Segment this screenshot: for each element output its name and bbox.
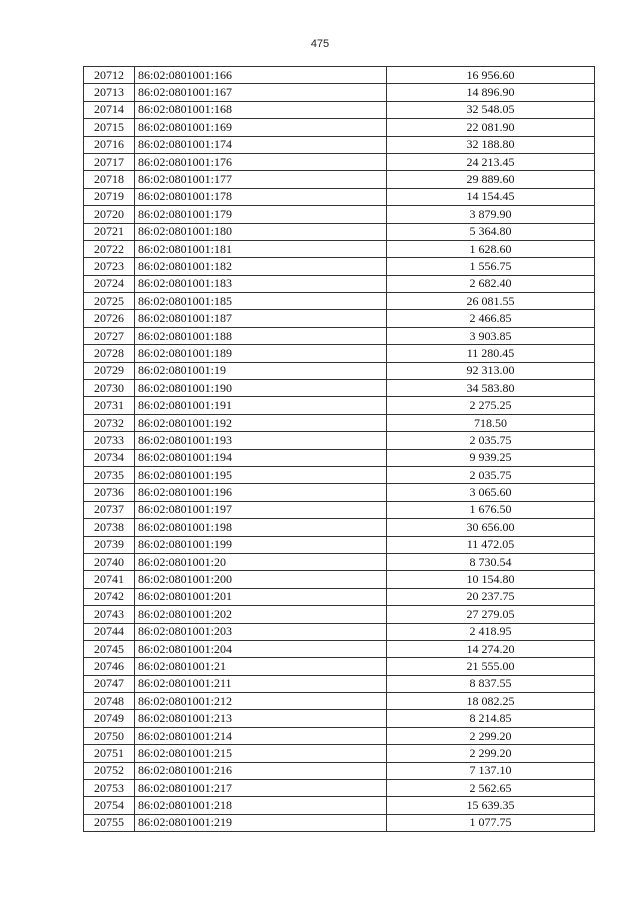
table-row — [84, 501, 595, 518]
value-cell: 2 275.25 — [387, 397, 595, 414]
table-row — [84, 362, 595, 379]
value-cell: 2 418.95 — [387, 623, 595, 640]
cadastral-number-cell: 86:02:0801001:217 — [135, 780, 387, 797]
value-cell: 11 280.45 — [387, 345, 595, 362]
cadastral-number-cell: 86:02:0801001:174 — [135, 136, 387, 153]
cadastral-number-cell: 86:02:0801001:191 — [135, 397, 387, 414]
value-cell: 29 889.60 — [387, 171, 595, 188]
table-row — [84, 693, 595, 710]
value-cell: 1 628.60 — [387, 240, 595, 257]
row-number-cell: 20743 — [84, 606, 135, 623]
cadastral-number-cell: 86:02:0801001:181 — [135, 240, 387, 257]
value-cell: 9 939.25 — [387, 449, 595, 466]
row-number-cell: 20746 — [84, 658, 135, 675]
row-number-cell: 20716 — [84, 136, 135, 153]
table-row — [84, 745, 595, 762]
row-number-cell: 20749 — [84, 710, 135, 727]
table-row — [84, 327, 595, 344]
cadastral-number-cell: 86:02:0801001:187 — [135, 310, 387, 327]
cadastral-number-cell: 86:02:0801001:213 — [135, 710, 387, 727]
value-cell: 14 896.90 — [387, 84, 595, 101]
row-number-cell: 20712 — [84, 67, 135, 84]
cadastral-number-cell: 86:02:0801001:195 — [135, 466, 387, 483]
value-cell: 18 082.25 — [387, 693, 595, 710]
value-cell: 1 556.75 — [387, 258, 595, 275]
row-number-cell: 20744 — [84, 623, 135, 640]
value-cell: 5 364.80 — [387, 223, 595, 240]
row-number-cell: 20729 — [84, 362, 135, 379]
value-cell: 7 137.10 — [387, 762, 595, 779]
table-row — [84, 136, 595, 153]
table-row — [84, 553, 595, 570]
cadastral-number-cell: 86:02:0801001:176 — [135, 153, 387, 170]
table-row — [84, 310, 595, 327]
value-cell: 1 676.50 — [387, 501, 595, 518]
table-row — [84, 623, 595, 640]
row-number-cell: 20734 — [84, 449, 135, 466]
value-cell: 22 081.90 — [387, 119, 595, 136]
row-number-cell: 20719 — [84, 188, 135, 205]
row-number-cell: 20731 — [84, 397, 135, 414]
table-row — [84, 345, 595, 362]
value-cell: 8 730.54 — [387, 553, 595, 570]
table-row — [84, 780, 595, 797]
cadastral-number-cell: 86:02:0801001:20 — [135, 553, 387, 570]
table-row — [84, 119, 595, 136]
table-row — [84, 84, 595, 101]
row-number-cell: 20733 — [84, 432, 135, 449]
row-number-cell: 20721 — [84, 223, 135, 240]
cadastral-number-cell: 86:02:0801001:169 — [135, 119, 387, 136]
value-cell: 27 279.05 — [387, 606, 595, 623]
cadastral-number-cell: 86:02:0801001:204 — [135, 640, 387, 657]
row-number-cell: 20724 — [84, 275, 135, 292]
table-row — [84, 519, 595, 536]
table-row — [84, 101, 595, 118]
value-cell: 3 065.60 — [387, 484, 595, 501]
table-row — [84, 432, 595, 449]
table-row — [84, 449, 595, 466]
table-row — [84, 606, 595, 623]
cadastral-number-cell: 86:02:0801001:19 — [135, 362, 387, 379]
table-row — [84, 293, 595, 310]
value-cell: 92 313.00 — [387, 362, 595, 379]
value-cell: 10 154.80 — [387, 571, 595, 588]
cadastral-number-cell: 86:02:0801001:183 — [135, 275, 387, 292]
cadastral-number-cell: 86:02:0801001:179 — [135, 206, 387, 223]
table-row — [84, 571, 595, 588]
cadastral-number-cell: 86:02:0801001:201 — [135, 588, 387, 605]
cadastral-number-cell: 86:02:0801001:212 — [135, 693, 387, 710]
row-number-cell: 20741 — [84, 571, 135, 588]
row-number-cell: 20754 — [84, 797, 135, 814]
row-number-cell: 20720 — [84, 206, 135, 223]
table-row — [84, 658, 595, 675]
row-number-cell: 20740 — [84, 553, 135, 570]
row-number-cell: 20723 — [84, 258, 135, 275]
value-cell: 32 548.05 — [387, 101, 595, 118]
value-cell: 21 555.00 — [387, 658, 595, 675]
row-number-cell: 20738 — [84, 519, 135, 536]
table-row — [84, 258, 595, 275]
cadastral-number-cell: 86:02:0801001:188 — [135, 327, 387, 344]
value-cell: 2 682.40 — [387, 275, 595, 292]
value-cell: 15 639.35 — [387, 797, 595, 814]
value-cell: 2 466.85 — [387, 310, 595, 327]
cadastral-number-cell: 86:02:0801001:182 — [135, 258, 387, 275]
value-cell: 3 879.90 — [387, 206, 595, 223]
value-cell: 34 583.80 — [387, 380, 595, 397]
table-row — [84, 710, 595, 727]
value-cell: 20 237.75 — [387, 588, 595, 605]
table-row — [84, 188, 595, 205]
data-table — [83, 66, 595, 832]
value-cell: 16 956.60 — [387, 67, 595, 84]
value-cell: 24 213.45 — [387, 153, 595, 170]
table-row — [84, 153, 595, 170]
value-cell: 30 656.00 — [387, 519, 595, 536]
table-row — [84, 397, 595, 414]
cadastral-number-cell: 86:02:0801001:196 — [135, 484, 387, 501]
table-row — [84, 675, 595, 692]
row-number-cell: 20755 — [84, 814, 135, 831]
value-cell: 32 188.80 — [387, 136, 595, 153]
cadastral-number-cell: 86:02:0801001:21 — [135, 658, 387, 675]
page-number: 475 — [310, 38, 330, 50]
cadastral-number-cell: 86:02:0801001:166 — [135, 67, 387, 84]
cadastral-number-cell: 86:02:0801001:200 — [135, 571, 387, 588]
value-cell: 11 472.05 — [387, 536, 595, 553]
row-number-cell: 20751 — [84, 745, 135, 762]
value-cell: 2 299.20 — [387, 745, 595, 762]
value-cell: 3 903.85 — [387, 327, 595, 344]
row-number-cell: 20727 — [84, 327, 135, 344]
row-number-cell: 20715 — [84, 119, 135, 136]
table-row — [84, 380, 595, 397]
value-cell: 8 214.85 — [387, 710, 595, 727]
value-cell: 26 081.55 — [387, 293, 595, 310]
table-row — [84, 536, 595, 553]
table-row — [84, 223, 595, 240]
table-row — [84, 797, 595, 814]
row-number-cell: 20713 — [84, 84, 135, 101]
value-cell: 2 035.75 — [387, 432, 595, 449]
cadastral-number-cell: 86:02:0801001:178 — [135, 188, 387, 205]
row-number-cell: 20714 — [84, 101, 135, 118]
table-row — [84, 466, 595, 483]
table-row — [84, 67, 595, 84]
table-row — [84, 206, 595, 223]
cadastral-number-cell: 86:02:0801001:199 — [135, 536, 387, 553]
row-number-cell: 20739 — [84, 536, 135, 553]
cadastral-number-cell: 86:02:0801001:180 — [135, 223, 387, 240]
row-number-cell: 20737 — [84, 501, 135, 518]
row-number-cell: 20730 — [84, 380, 135, 397]
row-number-cell: 20726 — [84, 310, 135, 327]
row-number-cell: 20732 — [84, 414, 135, 431]
row-number-cell: 20748 — [84, 693, 135, 710]
table-row — [84, 171, 595, 188]
row-number-cell: 20728 — [84, 345, 135, 362]
value-cell: 14 154.45 — [387, 188, 595, 205]
value-cell: 14 274.20 — [387, 640, 595, 657]
table-row — [84, 240, 595, 257]
cadastral-number-cell: 86:02:0801001:219 — [135, 814, 387, 831]
cadastral-number-cell: 86:02:0801001:189 — [135, 345, 387, 362]
cadastral-number-cell: 86:02:0801001:198 — [135, 519, 387, 536]
table-row — [84, 762, 595, 779]
cadastral-number-cell: 86:02:0801001:218 — [135, 797, 387, 814]
table-row — [84, 640, 595, 657]
row-number-cell: 20753 — [84, 780, 135, 797]
table-body — [84, 67, 595, 832]
value-cell: 2 562.65 — [387, 780, 595, 797]
row-number-cell: 20742 — [84, 588, 135, 605]
table-row — [84, 414, 595, 431]
cadastral-number-cell: 86:02:0801001:167 — [135, 84, 387, 101]
cadastral-number-cell: 86:02:0801001:190 — [135, 380, 387, 397]
row-number-cell: 20750 — [84, 727, 135, 744]
table-row — [84, 484, 595, 501]
row-number-cell: 20752 — [84, 762, 135, 779]
cadastral-number-cell: 86:02:0801001:214 — [135, 727, 387, 744]
value-cell: 2 299.20 — [387, 727, 595, 744]
cadastral-number-cell: 86:02:0801001:203 — [135, 623, 387, 640]
row-number-cell: 20717 — [84, 153, 135, 170]
cadastral-number-cell: 86:02:0801001:215 — [135, 745, 387, 762]
cadastral-number-cell: 86:02:0801001:193 — [135, 432, 387, 449]
value-cell: 1 077.75 — [387, 814, 595, 831]
row-number-cell: 20745 — [84, 640, 135, 657]
cadastral-number-cell: 86:02:0801001:168 — [135, 101, 387, 118]
cadastral-number-cell: 86:02:0801001:177 — [135, 171, 387, 188]
cadastral-number-cell: 86:02:0801001:197 — [135, 501, 387, 518]
value-cell: 2 035.75 — [387, 466, 595, 483]
cadastral-number-cell: 86:02:0801001:192 — [135, 414, 387, 431]
value-cell: 718.50 — [387, 414, 595, 431]
table-row — [84, 727, 595, 744]
row-number-cell: 20747 — [84, 675, 135, 692]
row-number-cell: 20725 — [84, 293, 135, 310]
cadastral-number-cell: 86:02:0801001:194 — [135, 449, 387, 466]
row-number-cell: 20718 — [84, 171, 135, 188]
cadastral-number-cell: 86:02:0801001:202 — [135, 606, 387, 623]
row-number-cell: 20722 — [84, 240, 135, 257]
row-number-cell: 20735 — [84, 466, 135, 483]
table-row — [84, 588, 595, 605]
cadastral-number-cell: 86:02:0801001:216 — [135, 762, 387, 779]
row-number-cell: 20736 — [84, 484, 135, 501]
table-row — [84, 275, 595, 292]
cadastral-number-cell: 86:02:0801001:185 — [135, 293, 387, 310]
value-cell: 8 837.55 — [387, 675, 595, 692]
table-row — [84, 814, 595, 831]
cadastral-number-cell: 86:02:0801001:211 — [135, 675, 387, 692]
